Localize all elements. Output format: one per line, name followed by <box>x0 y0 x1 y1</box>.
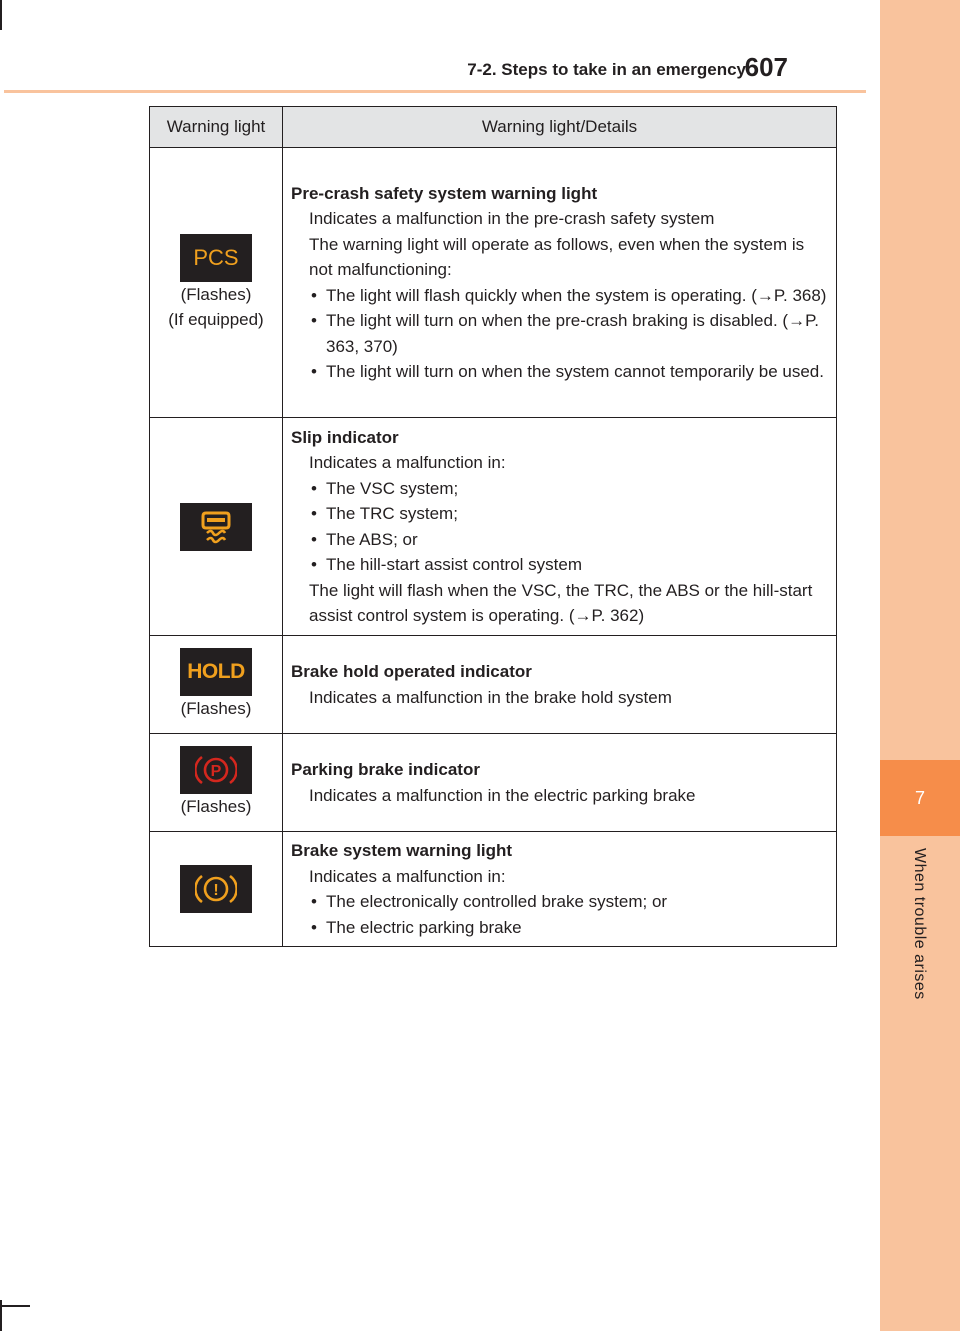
table-row <box>150 832 837 947</box>
icon-note: (If equipped) <box>168 309 264 329</box>
column-header-details: Warning light/Details <box>283 107 837 148</box>
item-title: Brake system warning light <box>291 841 513 860</box>
list-item: • The ABS; or <box>309 527 828 553</box>
page-number: 607 <box>744 52 788 82</box>
pcs-warning-icon: PCS <box>180 234 252 282</box>
list-item: • The hill-start assist control system <box>309 552 828 578</box>
table-header-row <box>150 107 837 148</box>
detail-cell <box>283 832 837 947</box>
item-description: The warning light will operate as follows, even when the system is not malfunctioning: <box>309 234 805 279</box>
icon-cell <box>150 734 283 832</box>
parking-brake-icon <box>180 746 252 794</box>
list-item: • The TRC system; <box>309 501 828 527</box>
brake-warning-glyph: ! <box>213 882 219 899</box>
icon-note: (Flashes) <box>180 699 252 718</box>
item-description: Indicates a malfunction in: <box>309 866 506 886</box>
detail-cell <box>283 148 837 418</box>
table-row <box>150 418 837 636</box>
warning-light-table <box>149 106 837 947</box>
icon-cell <box>150 636 283 734</box>
bullet-list <box>291 283 828 385</box>
icon-note: (Flashes) <box>180 797 252 816</box>
bullet-list <box>291 476 828 578</box>
chapter-tab: 7 <box>880 760 960 836</box>
list-item: • The light will flash quickly when the system is operating. (→P. 368) <box>309 283 828 309</box>
slip-indicator-icon <box>180 503 252 551</box>
bullet-list <box>291 889 828 940</box>
list-item: • The VSC system; <box>309 476 828 502</box>
item-title: Brake hold operated indicator <box>291 662 532 681</box>
item-description: Indicates a malfunction in the pre-crash safety system <box>309 209 715 228</box>
detail-cell <box>283 734 837 832</box>
detail-cell <box>283 636 837 734</box>
table-row <box>150 734 837 832</box>
table-row <box>150 636 837 734</box>
list-item: • The electronically controlled brake system; or <box>309 889 828 915</box>
item-title: Parking brake indicator <box>291 760 480 779</box>
chapter-title: When trouble arises <box>911 848 928 1000</box>
item-description: Indicates a malfunction in the brake hold system <box>309 687 672 707</box>
icon-cell <box>150 418 283 636</box>
crop-mark <box>0 1305 30 1307</box>
page-header <box>0 0 880 94</box>
icon-cell <box>150 148 283 418</box>
parking-brake-glyph: P <box>210 763 222 780</box>
detail-cell <box>283 418 837 636</box>
item-description: The light will flash when the VSC, the TRC, the ABS or the hill-start assist control system is operating. (→P. 362) <box>309 580 813 625</box>
side-band <box>880 0 960 1331</box>
icon-cell <box>150 832 283 947</box>
column-header-warning-light: Warning light <box>150 107 283 148</box>
item-title: Slip indicator <box>291 427 399 447</box>
icon-note: (Flashes) <box>180 284 252 304</box>
section-title: 7-2. Steps to take in an emergency <box>467 60 746 79</box>
brake-hold-icon: HOLD <box>180 648 252 696</box>
list-item: • The light will turn on when the system cannot temporarily be used. <box>309 359 828 385</box>
brake-system-warning-icon <box>180 865 252 913</box>
item-title: Pre-crash safety system warning light <box>291 183 598 203</box>
list-item: • The light will turn on when the pre-crash braking is disabled. (→P. 363, 370) <box>309 308 828 359</box>
table-row <box>150 148 837 418</box>
item-description: Indicates a malfunction in the electric parking brake <box>309 785 696 805</box>
list-item: • The electric parking brake <box>309 915 828 941</box>
header-rule <box>4 90 866 93</box>
item-description: Indicates a malfunction in: <box>309 453 506 472</box>
